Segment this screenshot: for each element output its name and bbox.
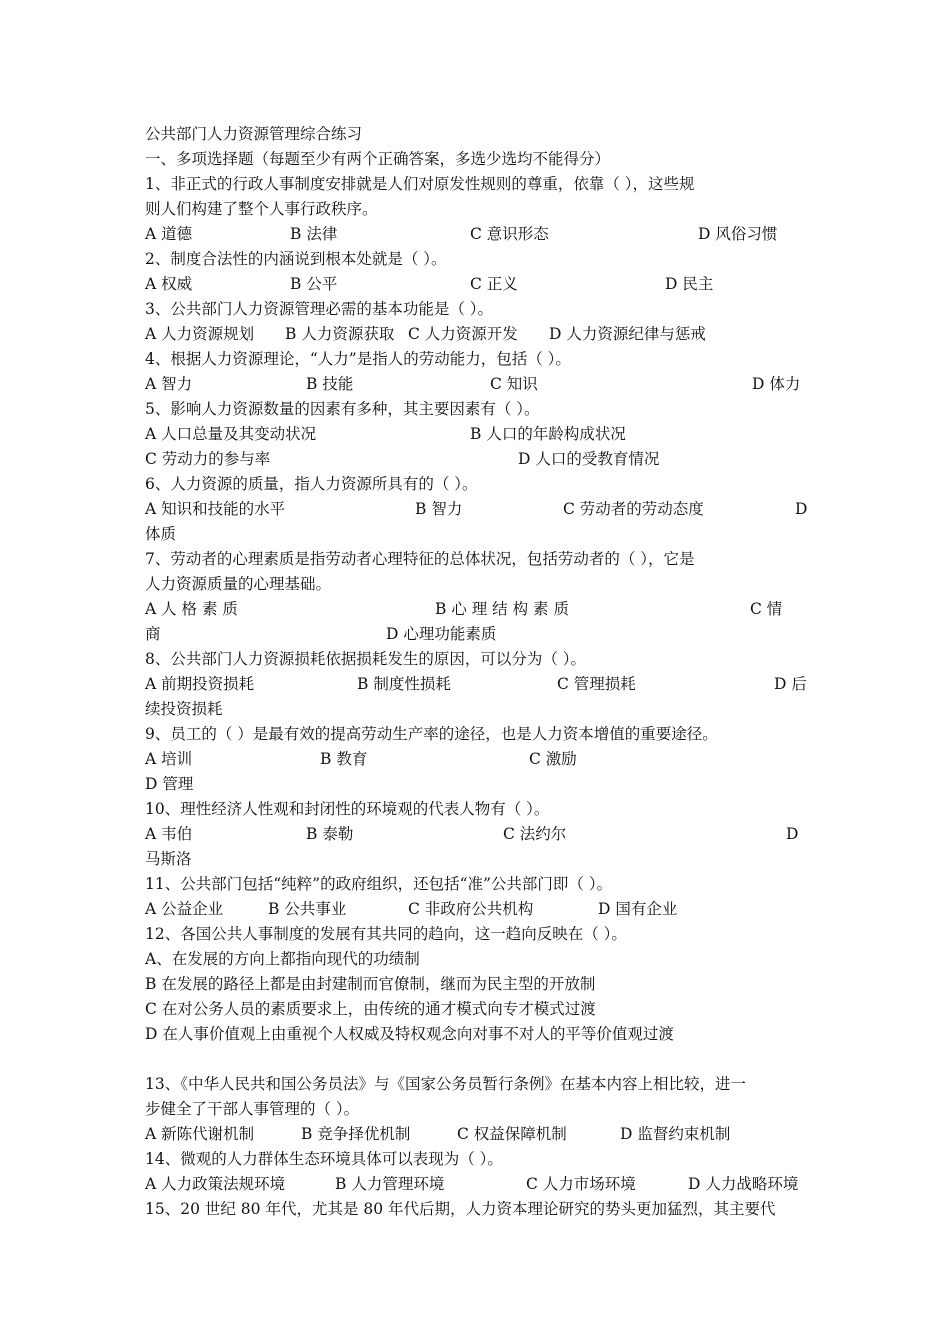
option-b: B 教育 <box>320 750 368 768</box>
option-b: B 制度性损耗 <box>357 675 451 693</box>
question-4-options <box>145 372 807 397</box>
option-a: A 前期投资损耗 <box>145 675 255 693</box>
option-b: B 人口的年龄构成状况 <box>470 425 626 443</box>
question-14-stem: 14、微观的人力群体生态环境具体可以表现为（ ）。 <box>145 1150 503 1168</box>
option-c: C 劳动者的劳动态度 <box>563 500 704 518</box>
option-d: D <box>786 825 799 843</box>
question-14-options <box>145 1172 807 1197</box>
option-b: B 公平 <box>290 275 338 293</box>
option-a: A 权威 <box>145 275 193 293</box>
option-a: A 新陈代谢机制 <box>145 1125 255 1143</box>
option-c: C 知识 <box>490 375 538 393</box>
option-a: A 知识和技能的水平 <box>145 500 286 518</box>
blank-line <box>145 1047 807 1072</box>
option-b: B 公共事业 <box>268 900 347 918</box>
option-d: D 人口的受教育情况 <box>518 450 660 468</box>
question-7-stem: 7、劳动者的心理素质是指劳动者心理特征的总体状况，包括劳动者的（ ），它是 <box>145 550 695 568</box>
option-d: D 监督约束机制 <box>620 1125 731 1143</box>
option-d: D 后 <box>774 675 807 693</box>
option-a: A 韦伯 <box>145 825 193 843</box>
document-title: 公共部门人力资源管理综合练习 <box>145 125 363 143</box>
option-c: C 情 <box>750 600 783 618</box>
option-a: A 人口总量及其变动状况 <box>145 425 317 443</box>
option-a: A 培训 <box>145 750 193 768</box>
option-b: B 技能 <box>306 375 354 393</box>
question-7-options <box>145 597 807 622</box>
option-c: C 在对公务人员的素质要求上，由传统的通才模式向专才模式过渡 <box>145 1000 596 1018</box>
option-c-cont: 商 <box>145 625 161 643</box>
option-a: A、在发展的方向上都指向现代的功绩制 <box>145 950 420 968</box>
option-a: A 人力政策法规环境 <box>145 1175 286 1193</box>
option-c: C 管理损耗 <box>557 675 636 693</box>
question-1-stem-cont: 则人们构建了整个人事行政秩序。 <box>145 200 378 218</box>
option-d: D 国有企业 <box>598 900 678 918</box>
question-1-options <box>145 222 807 247</box>
option-d: D 人力资源纪律与惩戒 <box>549 325 706 343</box>
option-c: C 劳动力的参与率 <box>145 450 271 468</box>
option-d: D <box>795 500 808 518</box>
question-3-stem: 3、公共部门人力资源管理必需的基本功能是（ ）。 <box>145 300 494 318</box>
option-d: D 人力战略环境 <box>688 1175 799 1193</box>
option-d: D 心理功能素质 <box>386 625 497 643</box>
question-1-stem: 1、非正式的行政人事制度安排就是人们对原发性规则的尊重，依靠（ ），这些规 <box>145 175 695 193</box>
option-b: B 在发展的路径上都是由封建制而官僚制，继而为民主型的开放制 <box>145 975 596 993</box>
question-5-options-row2 <box>145 447 807 472</box>
question-5-options-row1 <box>145 422 807 447</box>
question-13-options <box>145 1122 807 1147</box>
question-11-stem: 11、公共部门包括“纯粹”的政府组织，还包括“准”公共部门即（ ）。 <box>145 875 613 893</box>
option-c: C 人力资源开发 <box>408 325 518 343</box>
question-7-options-cont <box>145 622 807 647</box>
option-a: A 公益企业 <box>145 900 224 918</box>
question-3-options <box>145 322 807 347</box>
question-10-stem: 10、理性经济人性观和封闭性的环境观的代表人物有（ ）。 <box>145 800 550 818</box>
document-body <box>145 122 807 1222</box>
option-b: B 人力资源获取 <box>285 325 395 343</box>
question-11-options <box>145 897 807 922</box>
option-b: B 法律 <box>290 225 338 243</box>
question-10-option-d-cont: 马斯洛 <box>145 850 192 868</box>
option-a: A 道德 <box>145 225 193 243</box>
question-2-options <box>145 272 807 297</box>
option-c: C 权益保障机制 <box>457 1125 567 1143</box>
question-6-stem: 6、人力资源的质量，指人力资源所具有的（ ）。 <box>145 475 478 493</box>
option-c: C 人力市场环境 <box>526 1175 636 1193</box>
question-7-stem-cont: 人力资源质量的心理基础。 <box>145 575 332 593</box>
option-b: B 竞争择优机制 <box>301 1125 411 1143</box>
question-9-stem: 9、员工的（ ）是最有效的提高劳动生产率的途径，也是人力资本增值的重要途径。 <box>145 725 718 743</box>
question-6-options <box>145 497 807 522</box>
option-a: A 智力 <box>145 375 193 393</box>
question-15-stem: 15、20 世纪 80 年代，尤其是 80 年代后期，人力资本理论研究的势头更加猛烈，其主要代 <box>145 1200 776 1218</box>
option-d: D 体力 <box>752 375 801 393</box>
option-a: A 人力资源规划 <box>145 325 255 343</box>
question-10-options <box>145 822 807 847</box>
option-b: B 泰勒 <box>306 825 354 843</box>
option-c: C 法约尔 <box>503 825 567 843</box>
question-13-stem: 13、《中华人民共和国公务员法》与《国家公务员暂行条例》在基本内容上相比较，进一 <box>145 1075 746 1093</box>
option-c: C 意识形态 <box>470 225 549 243</box>
question-8-option-d-cont: 续投资损耗 <box>145 700 223 718</box>
option-a: A 人 格 素 质 <box>145 600 238 618</box>
question-5-stem: 5、影响人力资源数量的因素有多种，其主要因素有（ ）。 <box>145 400 540 418</box>
option-c: C 非政府公共机构 <box>408 900 534 918</box>
question-2-stem: 2、制度合法性的内涵说到根本处就是（ ）。 <box>145 250 447 268</box>
option-d: D 在人事价值观上由重视个人权威及特权观念向对事不对人的平等价值观过渡 <box>145 1025 674 1043</box>
option-b: B 人力管理环境 <box>335 1175 445 1193</box>
option-b: B 智力 <box>415 500 463 518</box>
question-9-option-d: D 管理 <box>145 775 194 793</box>
question-12-stem: 12、各国公共人事制度的发展有其共同的趋向，这一趋向反映在（ ）。 <box>145 925 627 943</box>
question-9-options <box>145 747 807 772</box>
question-4-stem: 4、根据人力资源理论，“人力”是指人的劳动能力，包括（ ）。 <box>145 350 571 368</box>
question-8-stem: 8、公共部门人力资源损耗依据损耗发生的原因，可以分为（ ）。 <box>145 650 587 668</box>
option-d: D 民主 <box>665 275 714 293</box>
option-d: D 风俗习惯 <box>698 225 778 243</box>
question-8-options <box>145 672 807 697</box>
option-b: B 心 理 结 构 素 质 <box>435 600 569 618</box>
section-heading: 一、多项选择题（每题至少有两个正确答案，多选少选均不能得分） <box>145 150 611 168</box>
question-6-option-d-cont: 体质 <box>145 525 177 543</box>
option-c: C 激励 <box>529 750 577 768</box>
question-13-stem-cont: 步健全了干部人事管理的（ ）。 <box>145 1100 360 1118</box>
option-c: C 正义 <box>470 275 518 293</box>
